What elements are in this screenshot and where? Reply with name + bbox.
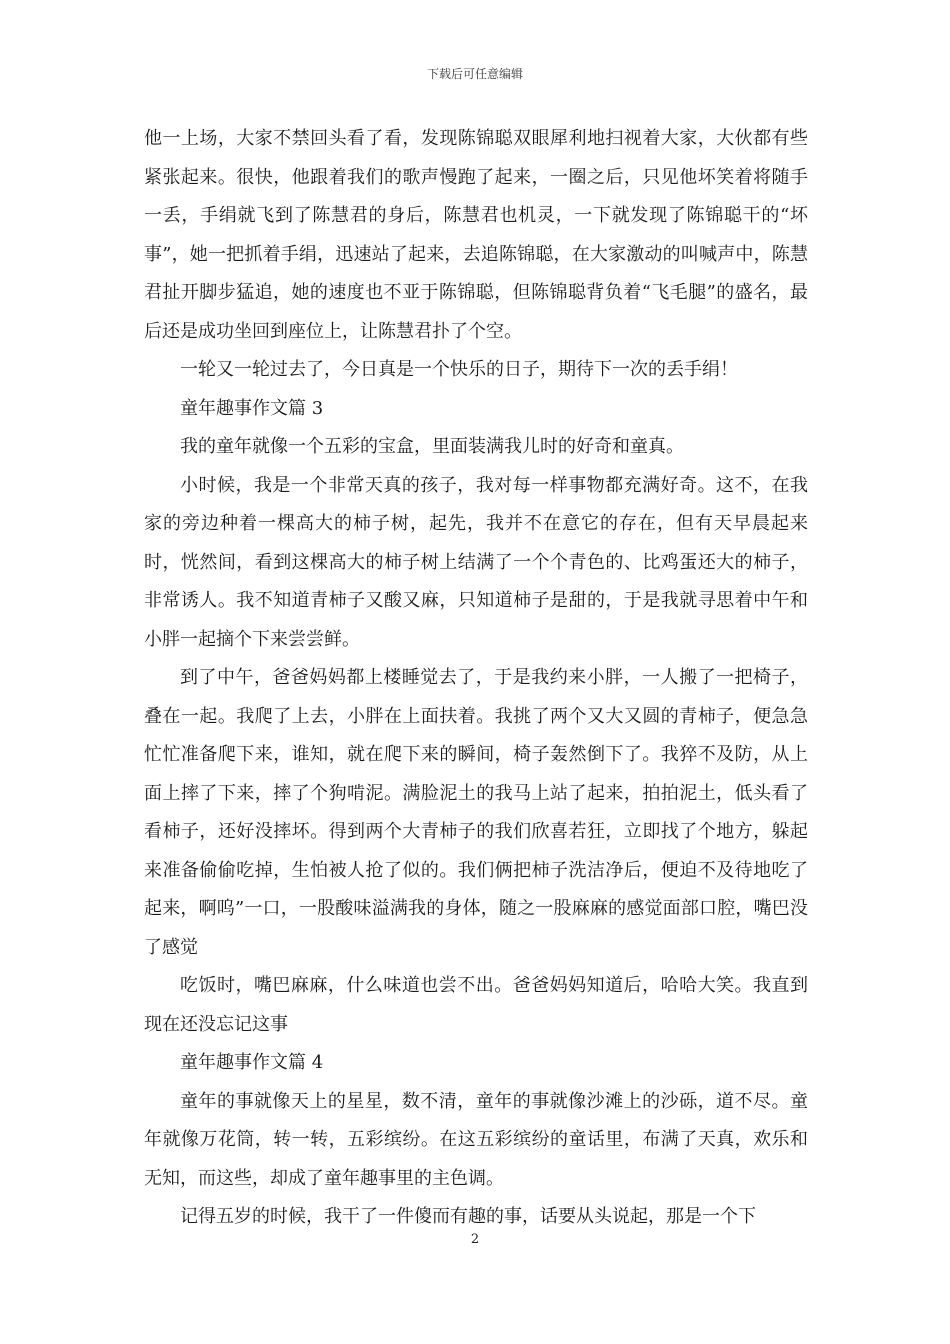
paragraph-7: 童年的事就像天上的星星，数不清，童年的事就像沙滩上的沙砾，道不尽。童年就像万花筒，转一转，五彩缤纷。在这五彩缤纷的童话里，布满了天真，欢乐和无知，而这些，却成了童年趣事里的主色调。 — [144, 1090, 808, 1189]
paragraph-6: 吃饭时，嘴巴麻麻，什么味道也尝不出。爸爸妈妈知道后，哈哈大笑。我直到现在还没忘记这事 — [144, 975, 808, 1035]
paragraph-3: 我的童年就像一个五彩的宝盒，里面装满我儿时的好奇和童真。 — [180, 436, 684, 457]
page-number: 2 — [470, 1232, 480, 1247]
paragraph-2: 一轮又一轮过去了，今日真是一个快乐的日子，期待下一次的丢手绢！ — [180, 359, 738, 380]
paragraph-4: 小时候，我是一个非常天真的孩子，我对每一样事物都充满好奇。这不，在我家的旁边种着一棵高大的柿子树，起先，我并不在意它的存在，但有天早晨起来时，恍然间，看到这棵高大的柿子树上结满了一个个青色的、比鸡蛋还大的柿子，非常诱人。我不知道青柿子又酸又麻，只知道柿子是甜的，于是我就寻思着中午和小胖一起摘个下来尝尝鲜。 — [144, 474, 808, 650]
page-header: 下载后可任意编辑 — [426, 67, 523, 81]
section-heading-3: 童年趣事作文篇 3 — [180, 397, 324, 419]
paragraph-5: 到了中午，爸爸妈妈都上楼睡觉去了，于是我约来小胖，一人搬了一把椅子，叠在一起。我爬了上去，小胖在上面扶着。我挑了两个又大又圆的青柿子，便急急忙忙准备爬下来，谁知，就在爬下来的瞬间，椅子轰然倒下了。我猝不及防，从上面上摔了下来，摔了个狗啃泥。满脸泥土的我马上站了起来，拍拍泥土，低头看了看柿子，还好没摔坏。得到两个大青柿子的我们欣喜若狂，立即找了个地方，躲起来准备偷偷吃掉，生怕被人抢了似的。我们俩把柿子洗洁净后，便迫不及待地吃了起来，啊呜”一口，一股酸味溢满我的身体，随之一股麻麻的感觉面部口腔，嘴巴没了感觉 — [144, 667, 808, 958]
paragraph-8: 记得五岁的时候，我干了一件傻而有趣的事，话要从头说起，那是一个下 — [180, 1206, 756, 1227]
document-body — [144, 120, 808, 1237]
paragraph-1: 他一上场，大家不禁回头看了看，发现陈锦聪双眼犀利地扫视着大家，大伙都有些紧张起来。很快，他跟着我们的歌声慢跑了起来，一圈之后，只见他坏笑着将随手一丢，手绢就飞到了陈慧君的身后，陈慧君也机灵，一下就发现了陈锦聪干的“坏事”，她一把抓着手绢，迅速站了起来，去追陈锦聪，在大家激动的叫喊声中，陈慧君扯开脚步猛追，她的速度也不亚于陈锦聪，但陈锦聪背负着“飞毛腿”的盛名，最后还是成功坐回到座位上，让陈慧君扑了个空。 — [144, 128, 808, 342]
section-heading-4: 童年趣事作文篇 4 — [180, 1052, 324, 1073]
